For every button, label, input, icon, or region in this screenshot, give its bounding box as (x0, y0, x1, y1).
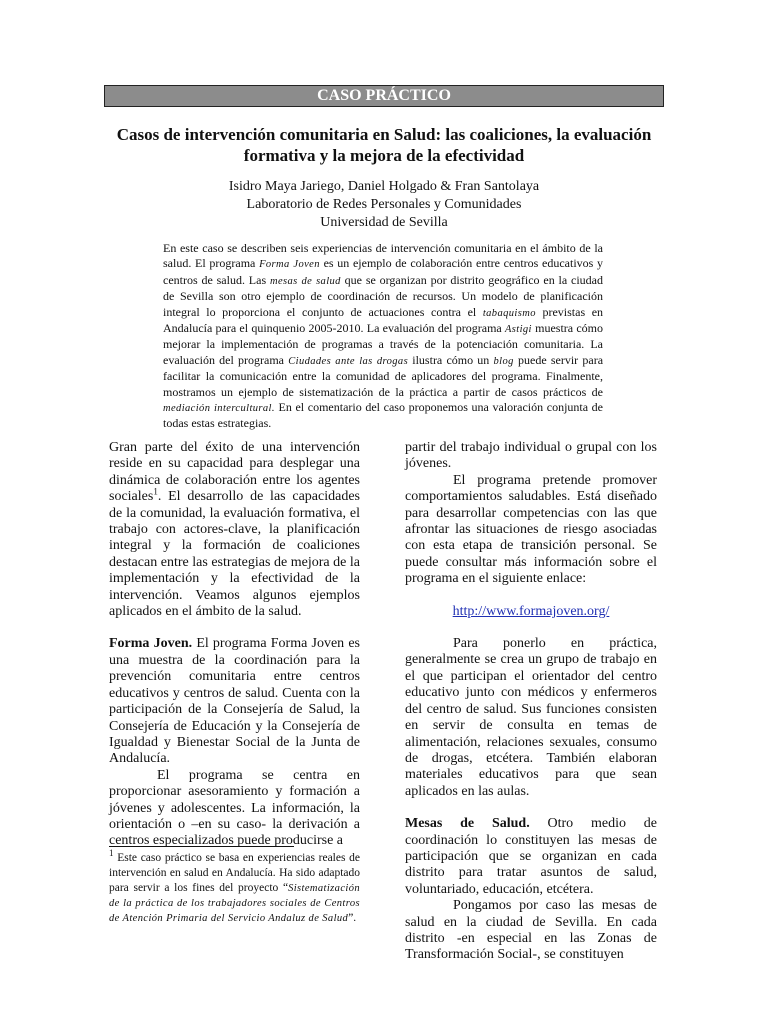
section-banner: CASO PRÁCTICO (104, 85, 664, 107)
abstract-term-forma-joven: Forma Joven (259, 259, 320, 271)
paragraph: Gran parte del éxito de una intervención reside en su capacidad para desplegar una dinámica de colaboración entre los agentes sociales$^1$. El desarrollo de las capacidades de la comunidad, la evaluación formativa, el trabajo con actores-clave, la planificación integral y la formación de coaliciones destacan entre las estrategias de mejora de la implementación y la efectividad de la intervención. Veamos algunos ejemplos aplicados en el ámbito de la salud. (109, 440, 360, 620)
section-heading: Mesas de Salud. (405, 816, 530, 832)
formajoven-link[interactable]: http://www.formajoven.org/ (452, 603, 610, 619)
footnote-divider (109, 846, 294, 847)
paragraph: Forma Joven. El programa Forma Joven es una muestra de la coordinación para la prevención comunitaria entre centros educativos y centros de salud. Cuenta con la participación de la Consejería de Salud, la Consejería de Educación y la Consejería de Igualdad y Bienestar Social de la Junta de Andalucía. (109, 636, 361, 767)
abstract-text: muestra cómo mejorar la implementación de programas a través de la potenciación comunitaria. La evaluación del programa (163, 321, 603, 367)
abstract-term-blog: blog (493, 355, 514, 367)
paragraph: Pongamos por caso las mesas de salud en la ciudad de Sevilla. En cada distrito -en especial en las Zonas de Transformación Social-, se constituyen (405, 898, 657, 963)
footnote-ref[interactable]: 1 (153, 486, 158, 497)
author-block (100, 178, 668, 232)
abstract-text: En este caso se describen seis experiencias de intervención comunitaria en el ámbito de la salud. El programa (163, 241, 603, 271)
article-title: Casos de intervención comunitaria en Salud: las coaliciones, la evaluación formativa y la mejora de la efectividad (116, 125, 652, 165)
abstract-term-mesas: mesas de salud (269, 275, 341, 287)
footnote-project-title: Sistematización de la práctica de los trabajadores sociales de Centros de Atención Primaria del Servicio Andaluz de Salud (109, 883, 360, 924)
abstract-text: En el comentario del caso proponemos una valoración conjunta de todas estas estrategias. (163, 400, 604, 431)
paragraph (405, 604, 657, 620)
right-column (405, 440, 657, 964)
footnote-number: 1 (109, 848, 114, 859)
abstract (163, 241, 603, 432)
abstract-text: ilustra cómo un (412, 352, 490, 367)
author-lab: Laboratorio de Redes Personales y Comunidades (246, 197, 522, 212)
section-heading: Forma Joven. (109, 636, 193, 652)
author-university: Universidad de Sevilla (320, 215, 448, 230)
abstract-term-ciudades: Ciudades ante las drogas (288, 355, 409, 367)
author-names: Isidro Maya Jariego, Daniel Holgado & Fran Santolaya (228, 179, 540, 194)
abstract-text: es un ejemplo de colaboración entre centros educativos y centros de salud. Las (163, 256, 604, 287)
paragraph: El programa pretende promover comportamientos saludables. Está diseñado para desarrollar competencias con las que afrontar las situaciones de riesgo asociadas con esta etapa de transición personal. Se puede consultar más información sobre el programa en el siguiente enlace: (405, 472, 657, 587)
paragraph: El programa se centra en proporcionar asesoramiento y formación a jóvenes y adolescentes. La información, la orientación o –en su caso- la derivación a centros especializados puede producirse a (109, 767, 360, 849)
abstract-term-astigi: Astigi (504, 324, 532, 336)
abstract-text: que se organizan por distrito geográfico en la ciudad de Sevilla son otro ejemplo de coordinación de recursos. Un modelo de planificación integral lo proporciona el conjunto de actuaciones contra el (163, 272, 604, 319)
abstract-term-mediacion: mediación intercultural. (163, 403, 275, 415)
abstract-text: previstas en Andalucía para el quinquenio 2005-2010. La evaluación del programa (163, 304, 604, 336)
abstract-term-tabaquismo: tabaquismo (482, 307, 536, 319)
paragraph: Para ponerlo en práctica, generalmente se crea un grupo de trabajo en el que participan el orientador del centro educativo junto con médicos y enfermeros del centro de salud. Sus funciones consisten en servir de consulta en temas de alimentación, relaciones sexuales, consumo de drogas, etcétera. También elaboran materiales educativos para que sean aplicados en las aulas. (405, 636, 657, 799)
footnote: $^1$ Este caso práctico se basa en experiencias reales de intervención en salud en Andalucía. Ha sido adaptado para servir a los fines del proyecto “Sistematización de la práctica de los trabajadores sociales de Centros de Atención Primaria del Servicio Andaluz de Salud”. (109, 848, 360, 924)
paragraph: partir del trabajo individual o grupal con los jóvenes. (405, 440, 657, 472)
paragraph: Mesas de Salud. Otro medio de coordinación lo constituyen las mesas de participación que se organizan en cada distrito para tratar asuntos de salud, voluntariado, educación, etcétera. (405, 816, 658, 897)
left-column (109, 440, 360, 850)
abstract-text: puede servir para facilitar la comunicación entre la comunidad de aplicadores del programa. Finalmente, mostramos un ejemplo de sistematización de la práctica a partir de casos prácticos de (163, 352, 604, 399)
